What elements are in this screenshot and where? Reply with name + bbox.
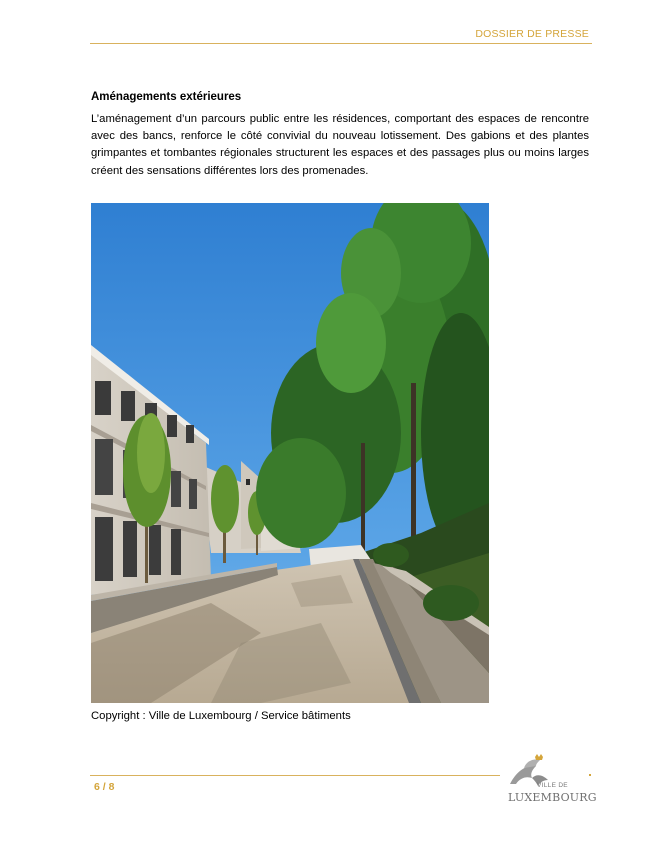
header-label: DOSSIER DE PRESSE: [475, 28, 589, 40]
section-title: Aménagements extérieures: [91, 91, 242, 103]
page-number: 6 / 8: [94, 781, 115, 793]
logo-main-text: LUXEMBOURG: [508, 791, 597, 804]
logo-accent-dot: [589, 774, 591, 776]
footer-divider: [90, 775, 500, 776]
ville-de-luxembourg-logo: [498, 754, 597, 810]
section-paragraph: L’aménagement d’un parcours public entre les résidences, comportant des espaces de rencontre avec des bancs, renforce le côté convivial du nouveau lotissement. Des gabions et des plantes grimpantes et tombantes régionales structurent les espaces et des passages plus ou moins larges créent des sensations différentes lors des promenades.: [91, 113, 589, 177]
logo-small-text: VILLE DE: [537, 782, 568, 789]
residential-walkway-photo: [91, 203, 489, 703]
header-divider: [90, 43, 592, 44]
photo-caption: Copyright : Ville de Luxembourg / Service bâtiments: [91, 710, 351, 722]
